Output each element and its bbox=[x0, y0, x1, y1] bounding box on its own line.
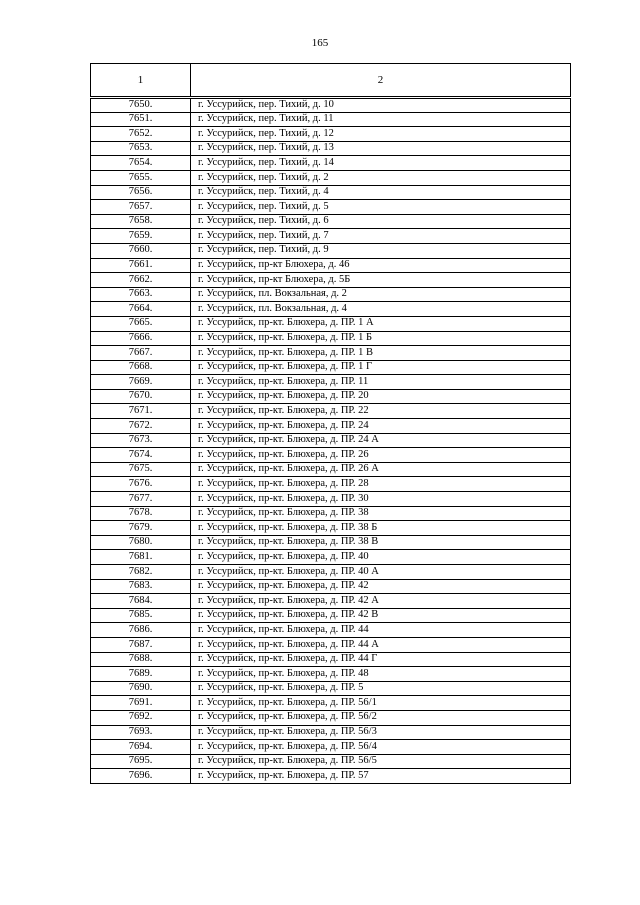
row-number-cell: 7678. bbox=[91, 506, 191, 521]
row-number-cell: 7667. bbox=[91, 346, 191, 361]
row-number-cell: 7689. bbox=[91, 667, 191, 682]
table-header-row bbox=[91, 64, 571, 98]
table-row bbox=[91, 141, 571, 156]
row-number-cell: 7686. bbox=[91, 623, 191, 638]
address-cell: г. Уссурийск, пер. Тихий, д. 14 bbox=[191, 156, 571, 171]
row-number-cell: 7651. bbox=[91, 112, 191, 127]
table-row bbox=[91, 535, 571, 550]
address-cell: г. Уссурийск, пр-кт. Блюхера, д. ПР. 42 В bbox=[191, 608, 571, 623]
address-cell: г. Уссурийск, пер. Тихий, д. 9 bbox=[191, 243, 571, 258]
table-row bbox=[91, 681, 571, 696]
table-row bbox=[91, 302, 571, 317]
table-row bbox=[91, 185, 571, 200]
table-row bbox=[91, 346, 571, 361]
address-cell: г. Уссурийск, пер. Тихий, д. 4 bbox=[191, 185, 571, 200]
row-number-cell: 7658. bbox=[91, 214, 191, 229]
table-row bbox=[91, 652, 571, 667]
table-row bbox=[91, 112, 571, 127]
address-cell: г. Уссурийск, пр-кт. Блюхера, д. ПР. 44 bbox=[191, 623, 571, 638]
table-row bbox=[91, 448, 571, 463]
table-row bbox=[91, 98, 571, 113]
address-cell: г. Уссурийск, пр-кт. Блюхера, д. ПР. 40 А bbox=[191, 565, 571, 580]
row-number-cell: 7650. bbox=[91, 98, 191, 113]
address-cell: г. Уссурийск, пер. Тихий, д. 6 bbox=[191, 214, 571, 229]
row-number-cell: 7680. bbox=[91, 535, 191, 550]
address-cell: г. Уссурийск, пр-кт. Блюхера, д. ПР. 11 bbox=[191, 375, 571, 390]
address-cell: г. Уссурийск, пр-кт Блюхера, д. 46 bbox=[191, 258, 571, 273]
row-number-cell: 7674. bbox=[91, 448, 191, 463]
table-row bbox=[91, 389, 571, 404]
address-table bbox=[90, 63, 571, 784]
address-cell: г. Уссурийск, пр-кт. Блюхера, д. ПР. 30 bbox=[191, 492, 571, 507]
row-number-cell: 7694. bbox=[91, 740, 191, 755]
row-number-cell: 7676. bbox=[91, 477, 191, 492]
table-row bbox=[91, 550, 571, 565]
table-row bbox=[91, 214, 571, 229]
row-number-cell: 7660. bbox=[91, 243, 191, 258]
row-number-cell: 7669. bbox=[91, 375, 191, 390]
row-number-cell: 7695. bbox=[91, 754, 191, 769]
address-table-body bbox=[91, 64, 571, 784]
address-cell: г. Уссурийск, пр-кт. Блюхера, д. ПР. 57 bbox=[191, 769, 571, 784]
address-cell: г. Уссурийск, пр-кт. Блюхера, д. ПР. 20 bbox=[191, 389, 571, 404]
address-cell: г. Уссурийск, пр-кт. Блюхера, д. ПР. 22 bbox=[191, 404, 571, 419]
row-number-cell: 7692. bbox=[91, 710, 191, 725]
table-row bbox=[91, 287, 571, 302]
row-number-cell: 7673. bbox=[91, 433, 191, 448]
address-cell: г. Уссурийск, пр-кт. Блюхера, д. ПР. 1 В bbox=[191, 346, 571, 361]
table-row bbox=[91, 258, 571, 273]
address-cell: г. Уссурийск, пер. Тихий, д. 13 bbox=[191, 141, 571, 156]
row-number-cell: 7668. bbox=[91, 360, 191, 375]
row-number-cell: 7677. bbox=[91, 492, 191, 507]
address-cell: г. Уссурийск, пр-кт. Блюхера, д. ПР. 24 А bbox=[191, 433, 571, 448]
row-number-cell: 7675. bbox=[91, 462, 191, 477]
address-cell: г. Уссурийск, пр-кт. Блюхера, д. ПР. 1 Б bbox=[191, 331, 571, 346]
row-number-cell: 7665. bbox=[91, 316, 191, 331]
table-row bbox=[91, 127, 571, 142]
table-row bbox=[91, 710, 571, 725]
table-row bbox=[91, 273, 571, 288]
address-cell: г. Уссурийск, пр-кт. Блюхера, д. ПР. 48 bbox=[191, 667, 571, 682]
table-row bbox=[91, 667, 571, 682]
table-row bbox=[91, 594, 571, 609]
row-number-cell: 7687. bbox=[91, 637, 191, 652]
address-cell: г. Уссурийск, пр-кт. Блюхера, д. ПР. 44 А bbox=[191, 637, 571, 652]
column-header-2: 2 bbox=[191, 64, 571, 98]
table-row bbox=[91, 360, 571, 375]
address-cell: г. Уссурийск, пр-кт. Блюхера, д. ПР. 26 bbox=[191, 448, 571, 463]
row-number-cell: 7654. bbox=[91, 156, 191, 171]
table-row bbox=[91, 243, 571, 258]
table-row bbox=[91, 419, 571, 434]
row-number-cell: 7672. bbox=[91, 419, 191, 434]
address-cell: г. Уссурийск, пр-кт. Блюхера, д. ПР. 26 А bbox=[191, 462, 571, 477]
table-row bbox=[91, 492, 571, 507]
row-number-cell: 7693. bbox=[91, 725, 191, 740]
table-row bbox=[91, 331, 571, 346]
row-number-cell: 7662. bbox=[91, 273, 191, 288]
address-cell: г. Уссурийск, пр-кт. Блюхера, д. ПР. 38 В bbox=[191, 535, 571, 550]
row-number-cell: 7670. bbox=[91, 389, 191, 404]
table-row bbox=[91, 565, 571, 580]
table-row bbox=[91, 170, 571, 185]
address-cell: г. Уссурийск, пр-кт. Блюхера, д. ПР. 42 bbox=[191, 579, 571, 594]
row-number-cell: 7657. bbox=[91, 200, 191, 215]
address-cell: г. Уссурийск, пр-кт. Блюхера, д. ПР. 56/4 bbox=[191, 740, 571, 755]
row-number-cell: 7681. bbox=[91, 550, 191, 565]
address-cell: г. Уссурийск, пл. Вокзальная, д. 2 bbox=[191, 287, 571, 302]
address-cell: г. Уссурийск, пр-кт. Блюхера, д. ПР. 38 bbox=[191, 506, 571, 521]
table-row bbox=[91, 316, 571, 331]
address-cell: г. Уссурийск, пер. Тихий, д. 11 bbox=[191, 112, 571, 127]
row-number-cell: 7690. bbox=[91, 681, 191, 696]
row-number-cell: 7688. bbox=[91, 652, 191, 667]
page-number: 165 bbox=[311, 37, 329, 49]
address-cell: г. Уссурийск, пер. Тихий, д. 10 bbox=[191, 98, 571, 113]
table-row bbox=[91, 229, 571, 244]
address-cell: г. Уссурийск, пр-кт. Блюхера, д. ПР. 28 bbox=[191, 477, 571, 492]
row-number-cell: 7679. bbox=[91, 521, 191, 536]
address-cell: г. Уссурийск, пр-кт. Блюхера, д. ПР. 56/1 bbox=[191, 696, 571, 711]
row-number-cell: 7684. bbox=[91, 594, 191, 609]
row-number-cell: 7683. bbox=[91, 579, 191, 594]
address-cell: г. Уссурийск, пр-кт. Блюхера, д. ПР. 1 А bbox=[191, 316, 571, 331]
row-number-cell: 7663. bbox=[91, 287, 191, 302]
table-row bbox=[91, 200, 571, 215]
table-row bbox=[91, 375, 571, 390]
address-cell: г. Уссурийск, пл. Вокзальная, д. 4 bbox=[191, 302, 571, 317]
table-row bbox=[91, 725, 571, 740]
table-row bbox=[91, 156, 571, 171]
table-row bbox=[91, 521, 571, 536]
table-row bbox=[91, 608, 571, 623]
address-cell: г. Уссурийск, пер. Тихий, д. 12 bbox=[191, 127, 571, 142]
row-number-cell: 7664. bbox=[91, 302, 191, 317]
table-row bbox=[91, 637, 571, 652]
address-cell: г. Уссурийск, пр-кт. Блюхера, д. ПР. 56/3 bbox=[191, 725, 571, 740]
table-row bbox=[91, 740, 571, 755]
row-number-cell: 7659. bbox=[91, 229, 191, 244]
table-row bbox=[91, 462, 571, 477]
address-cell: г. Уссурийск, пр-кт. Блюхера, д. ПР. 44 Г bbox=[191, 652, 571, 667]
row-number-cell: 7655. bbox=[91, 170, 191, 185]
row-number-cell: 7682. bbox=[91, 565, 191, 580]
address-cell: г. Уссурийск, пр-кт Блюхера, д. 5Б bbox=[191, 273, 571, 288]
table-row bbox=[91, 579, 571, 594]
table-row bbox=[91, 477, 571, 492]
table-row bbox=[91, 754, 571, 769]
row-number-cell: 7653. bbox=[91, 141, 191, 156]
address-cell: г. Уссурийск, пр-кт. Блюхера, д. ПР. 42 А bbox=[191, 594, 571, 609]
row-number-cell: 7696. bbox=[91, 769, 191, 784]
address-cell: г. Уссурийск, пер. Тихий, д. 2 bbox=[191, 170, 571, 185]
address-cell: г. Уссурийск, пр-кт. Блюхера, д. ПР. 56/5 bbox=[191, 754, 571, 769]
table-row bbox=[91, 696, 571, 711]
table-row bbox=[91, 623, 571, 638]
address-cell: г. Уссурийск, пер. Тихий, д. 5 bbox=[191, 200, 571, 215]
row-number-cell: 7685. bbox=[91, 608, 191, 623]
address-cell: г. Уссурийск, пр-кт. Блюхера, д. ПР. 40 bbox=[191, 550, 571, 565]
table-row bbox=[91, 404, 571, 419]
row-number-cell: 7671. bbox=[91, 404, 191, 419]
address-cell: г. Уссурийск, пр-кт. Блюхера, д. ПР. 24 bbox=[191, 419, 571, 434]
address-cell: г. Уссурийск, пр-кт. Блюхера, д. ПР. 38 Б bbox=[191, 521, 571, 536]
row-number-cell: 7656. bbox=[91, 185, 191, 200]
table-row bbox=[91, 433, 571, 448]
column-header-1: 1 bbox=[91, 64, 191, 98]
table-row bbox=[91, 506, 571, 521]
row-number-cell: 7652. bbox=[91, 127, 191, 142]
row-number-cell: 7691. bbox=[91, 696, 191, 711]
address-cell: г. Уссурийск, пр-кт. Блюхера, д. ПР. 5 bbox=[191, 681, 571, 696]
address-cell: г. Уссурийск, пр-кт. Блюхера, д. ПР. 56/2 bbox=[191, 710, 571, 725]
address-cell: г. Уссурийск, пр-кт. Блюхера, д. ПР. 1 Г bbox=[191, 360, 571, 375]
row-number-cell: 7666. bbox=[91, 331, 191, 346]
address-cell: г. Уссурийск, пер. Тихий, д. 7 bbox=[191, 229, 571, 244]
row-number-cell: 7661. bbox=[91, 258, 191, 273]
table-row bbox=[91, 769, 571, 784]
